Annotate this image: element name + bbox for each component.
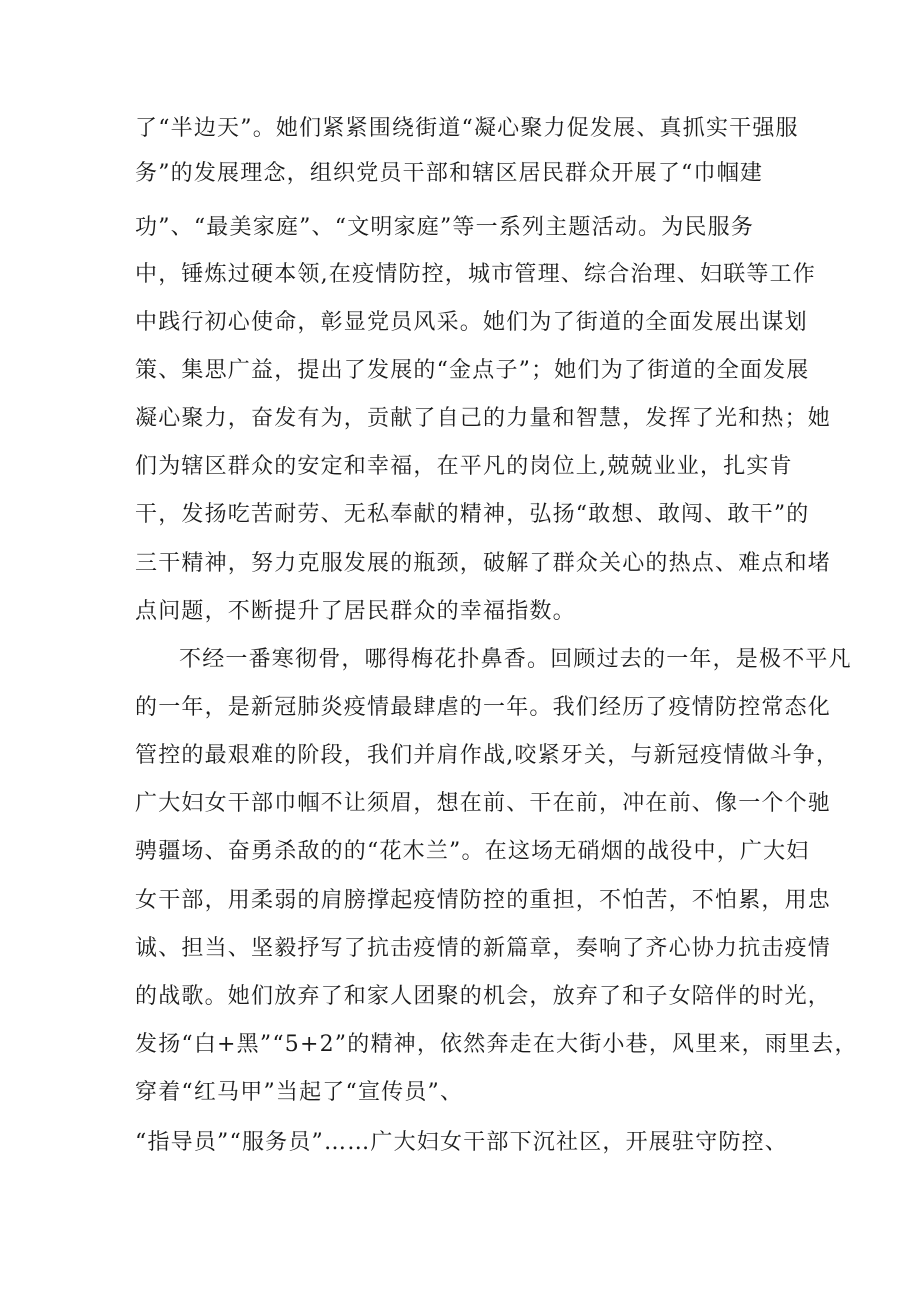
text-line: 们为辖区群众的安定和幸福，在平凡的岗位上,兢兢业业，扎实肯 [135,454,793,479]
text-line: 务”的发展理念，组织党员干部和辖区居民群众开展了“巾帼建 [135,161,764,186]
text-line: 穿着“红马甲”当起了“宣传员”、 [135,1080,464,1105]
text-line: 骋疆场、奋勇杀敌的的“花木兰”。在这场无硝烟的战役中，广大妇 [135,839,810,864]
text-line: 点问题，不断提升了居民群众的幸福指数。 [135,599,576,624]
text-line: 干，发扬吃苦耐劳、无私奉献的精神，弘扬“敢想、敢闯、敢干”的 [135,502,810,527]
text-line: “指导员”“服务员”……广大妇女干部下沉社区，开展驻守防控、 [135,1130,788,1155]
text-line: 女干部，用柔弱的肩膀撑起疫情防控的重担，不怕苦，不怕累，用忠 [135,888,832,913]
text-line: 广大妇女干部巾帼不让须眉，想在前、干在前，冲在前、像一个个驰 [135,791,832,816]
text-line: 三干精神，努力克服发展的瓶颈，破解了群众关心的热点、难点和堵 [135,551,832,576]
text-line: 中，锤炼过硬本领,在疫情防控，城市管理、综合治理、妇联等工作 [135,262,816,287]
text-line: 了“半边天”。她们紧紧围绕街道“凝心聚力促发展、真抓实干强服 [135,116,799,141]
text-line: 管控的最艰难的阶段，我们并肩作战,咬紧牙关，与新冠疫情做斗争， [135,743,840,768]
text-line: 诚、担当、坚毅抒写了抗击疫情的新篇章，奏响了齐心协力抗击疫情 [135,936,832,961]
text-line: 凝心聚力，奋发有为，贡献了自己的力量和智慧，发挥了光和热；她 [135,406,832,431]
text-line: 的战歌。她们放弃了和家人团聚的机会，放弃了和子女陪伴的时光， [135,984,832,1009]
paragraph-first-line: 不经一番寒彻骨，哪得梅花扑鼻香。回顾过去的一年，是极不平凡 [179,647,852,672]
text-line: 中践行初心使命，彰显党员风采。她们为了街道的全面发展出谋划 [135,310,808,335]
text-line: 的一年，是新冠肺炎疫情最肆虐的一年。我们经历了疫情防控常态化 [135,695,832,720]
text-line: 策、集思广益，提出了发展的“金点子”；她们为了街道的全面发展 [135,358,810,383]
text-line: 功”、“最美家庭”、“文明家庭”等一系列主题活动。为民服务 [135,215,755,240]
text-line: 发扬“白+黑”“5+2”的精神，依然奔走在大街小巷，风里来，雨里去， [135,1032,858,1057]
